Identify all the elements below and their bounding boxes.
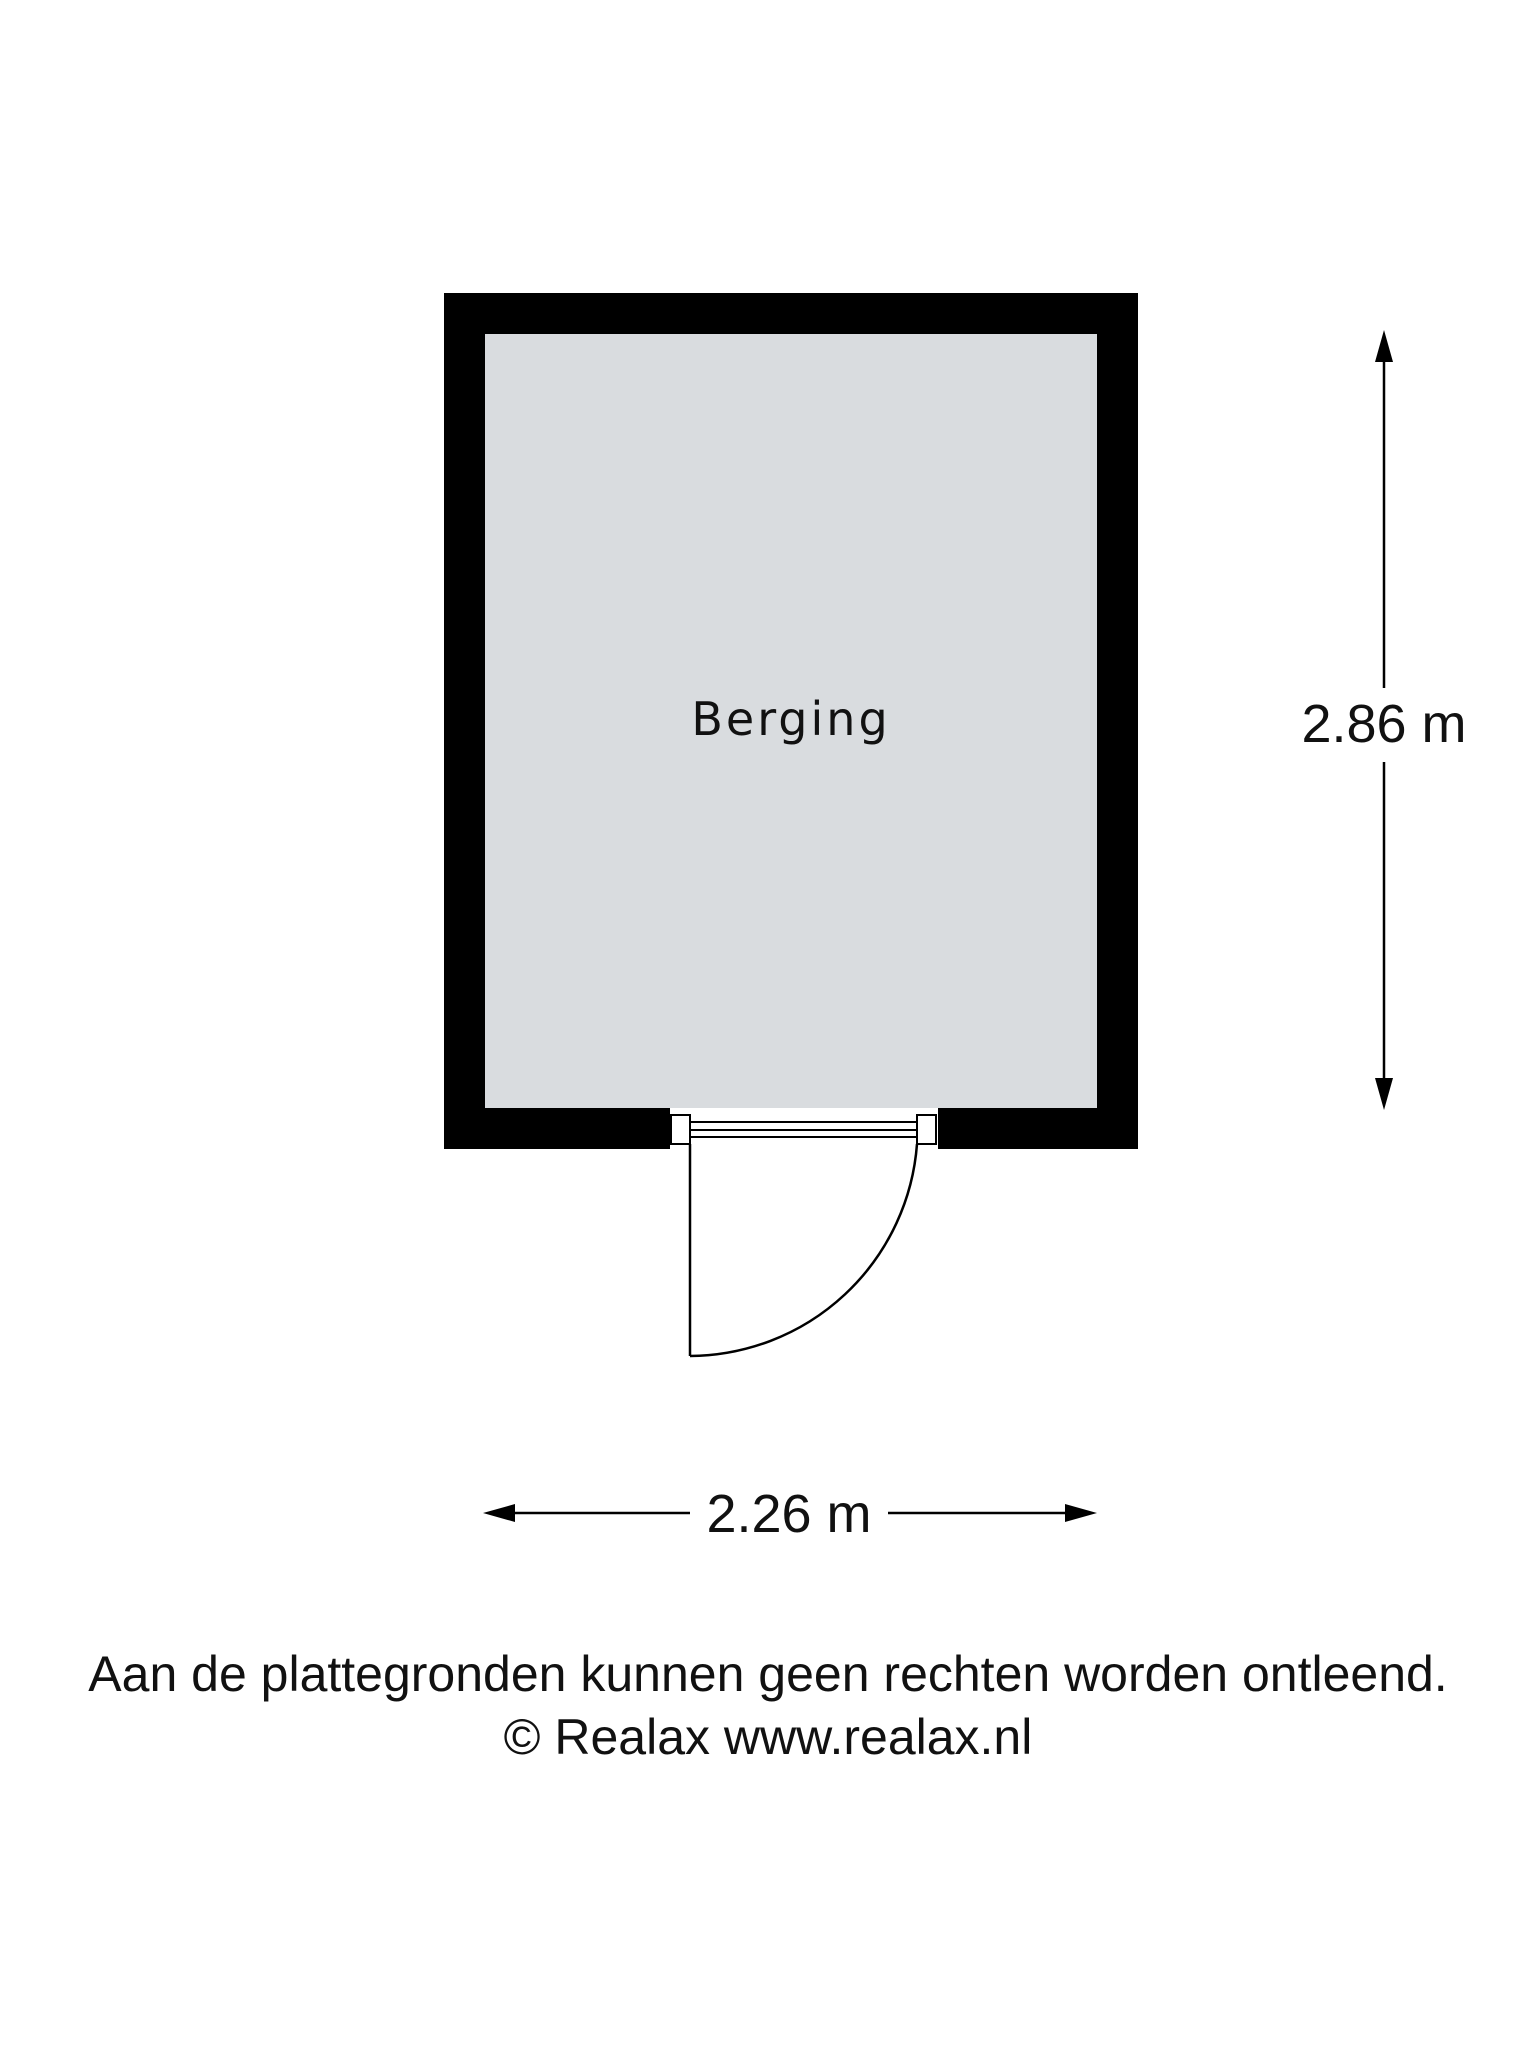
arrow-up-icon [1375,330,1393,362]
arrow-left-icon [483,1504,515,1522]
door-swing-arc [690,1144,917,1356]
door-opening [670,1108,938,1149]
height-dimension-label: 2.86 m [1301,694,1467,754]
width-dimension-label: 2.26 m [706,1484,872,1544]
arrow-down-icon [1375,1078,1393,1110]
copyright-text: © Realax www.realax.nl [503,1709,1033,1765]
door-frame-left [671,1115,690,1144]
arrow-right-icon [1065,1504,1097,1522]
room-label: Berging [691,692,891,746]
door-frame-right [917,1115,936,1144]
disclaimer-text: Aan de plattegronden kunnen geen rechten worden ontleend. [88,1646,1448,1702]
